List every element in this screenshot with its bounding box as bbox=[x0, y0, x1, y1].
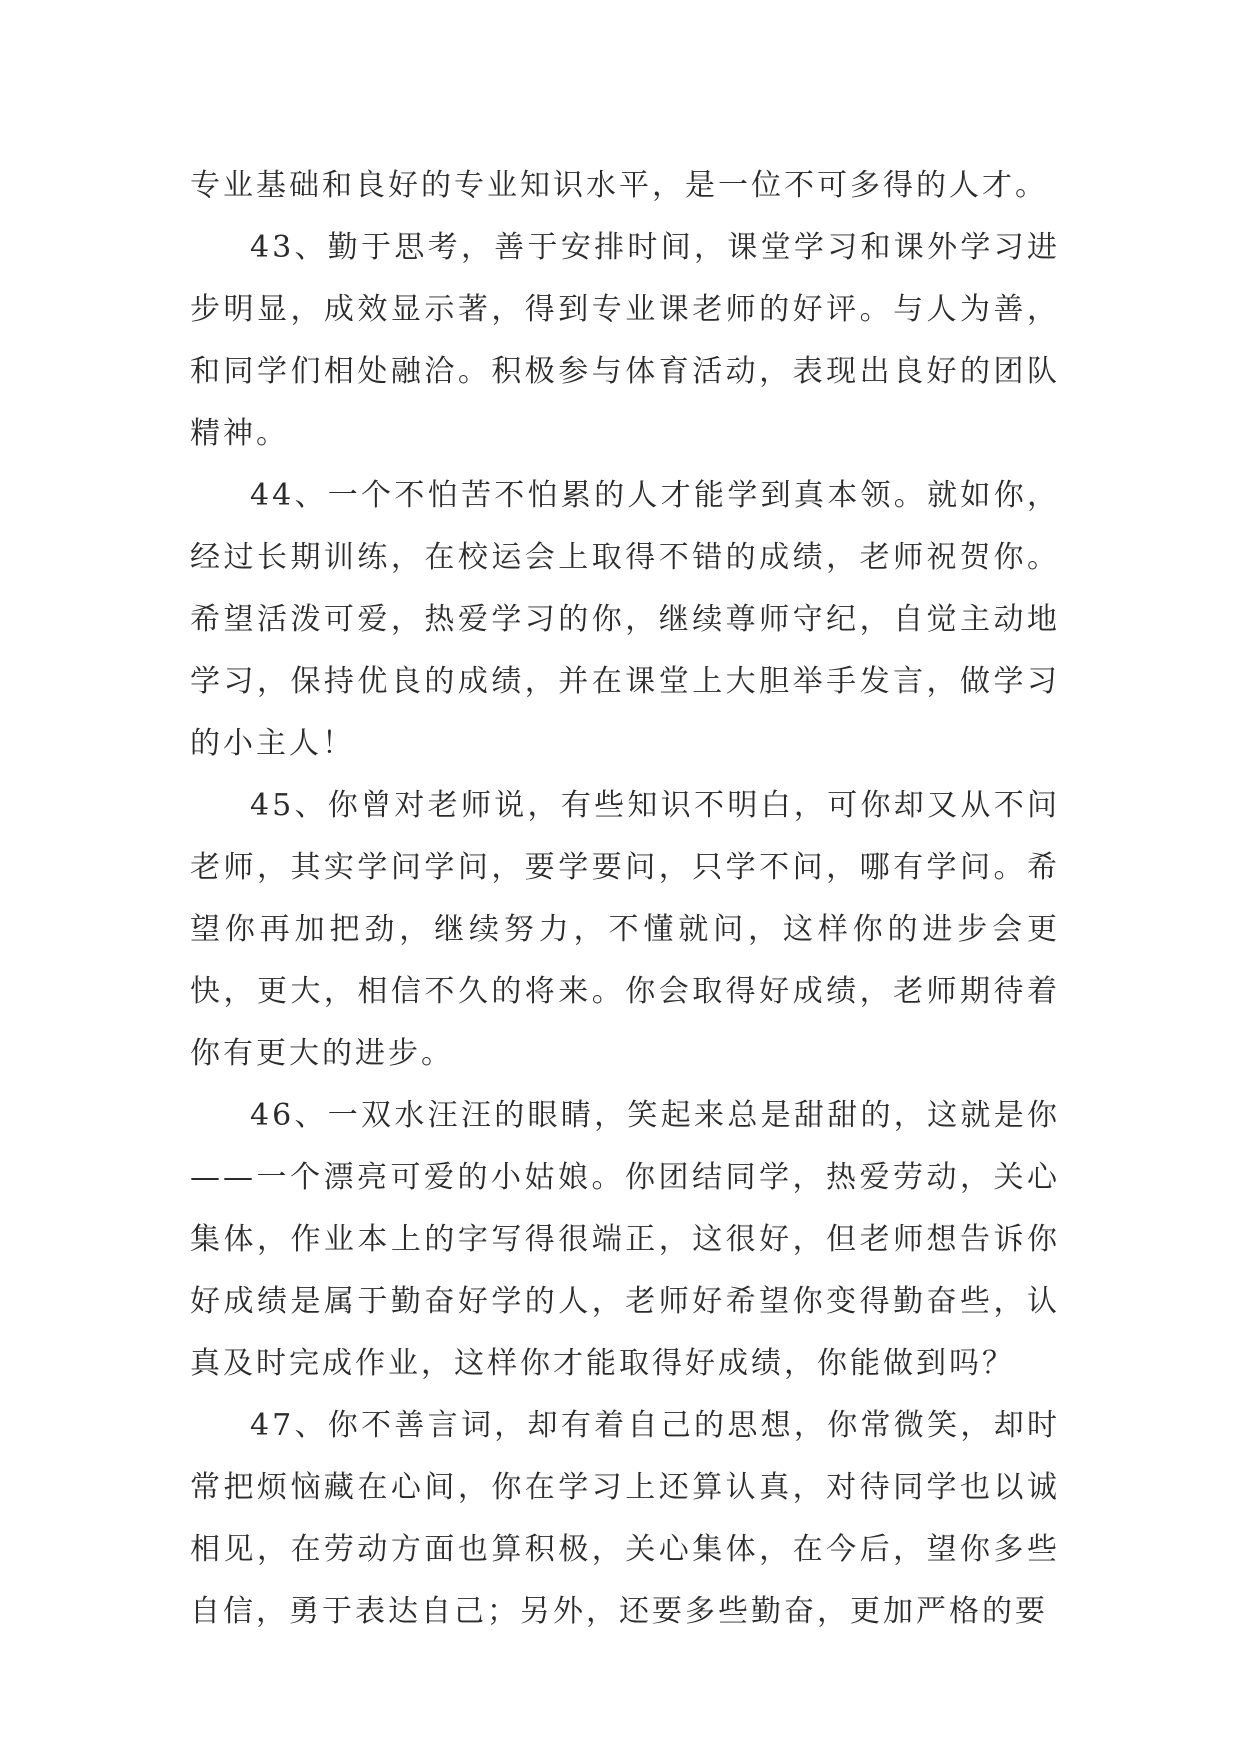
paragraph-comment-47: 47、你不善言词，却有着自己的思想，你常微笑，却时常把烦恼藏在心间，你在学习上还算认真，对待同学也以诚相见，在劳动方面也算积极，关心集体，在今后，望你多些自信，勇于表达自己；另外，还要多些勤奋，更加严格的要 bbox=[190, 1408, 1060, 1629]
paragraph-comment-46: 46、一双水汪汪的眼睛，笑起来总是甜甜的，这就是你——一个漂亮可爱的小姑娘。你团结同学，热爱劳动，关心集体，作业本上的字写得很端正，这很好，但老师想告诉你好成绩是属于勤奋好学的人，老师好希望你变得勤奋些，认真及时完成作业，这样你才能取得好成绩，你能做到吗？ bbox=[190, 1098, 1060, 1381]
paragraph-continuation: 专业基础和良好的专业知识水平，是一位不可多得的人才。 bbox=[190, 168, 1048, 203]
document-body bbox=[190, 155, 1060, 1643]
paragraph-comment-44: 44、一个不怕苦不怕累的人才能学到真本领。就如你，经过长期训练，在校运会上取得不错的成绩，老师祝贺你。希望活泼可爱，热爱学习的你，继续尊师守纪，自觉主动地学习，保持优良的成绩，并在课堂上大胆举手发言，做学习的小主人！ bbox=[190, 478, 1060, 761]
paragraph-comment-45: 45、你曾对老师说，有些知识不明白，可你却又从不问老师，其实学问学问，要学要问，只学不问，哪有学问。希望你再加把劲，继续努力，不懂就问，这样你的进步会更快，更大，相信不久的将来。你会取得好成绩，老师期待着你有更大的进步。 bbox=[190, 788, 1060, 1071]
paragraph-comment-43: 43、勤于思考，善于安排时间，课堂学习和课外学习进步明显，成效显示著，得到专业课老师的好评。与人为善，和同学们相处融洽。积极参与体育活动，表现出良好的团队精神。 bbox=[190, 230, 1060, 451]
